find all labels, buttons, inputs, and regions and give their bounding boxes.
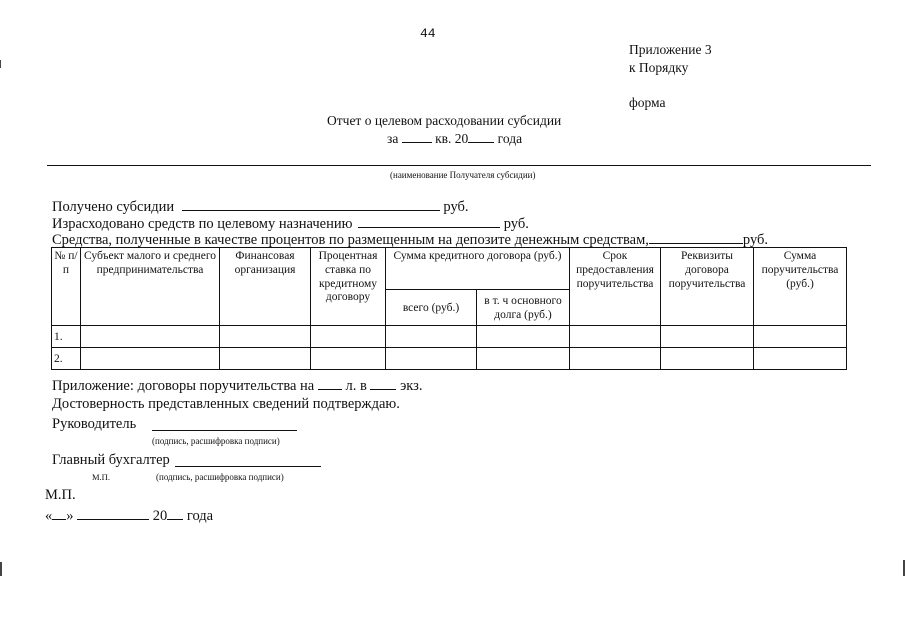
appendix-number: Приложение 3 [629,42,712,57]
row-num: 2. [52,348,81,370]
table-cell [570,326,661,348]
interest-label: Средства, полученные в качестве процентов по размещенным на депозите денежным средствам, [52,232,649,248]
table-cell [477,348,570,370]
received-label: Получено субсидии [52,199,175,215]
scan-edge-mark [0,562,2,576]
copies-blank [370,377,396,390]
month-blank [77,507,149,520]
scan-edge-mark [0,60,1,68]
date-open-quote: « [45,508,53,524]
year-blank [468,130,494,143]
head-caption: (подпись, расшифровка подписи) [152,436,280,446]
form-label: форма [629,95,666,110]
sheets-blank [318,377,342,390]
recipient-caption: (наименование Получателя субсидии) [390,170,536,180]
page-number: 44 [420,26,436,41]
attachment-ekz: экз. [400,378,423,394]
table-cell [661,326,754,348]
table-cell [220,348,311,370]
table-cell [220,326,311,348]
header-fin-org: Финансовая организация [220,248,311,326]
spent-label: Израсходовано средств по целевому назначению [52,216,353,232]
header-credit-sum: Сумма кредитного договора (руб.) [386,248,570,290]
quarter-blank [402,130,432,143]
header-subject: Субъект малого и среднего предпринимательства [81,248,220,326]
confirm-text: Достоверность представленных сведений подтверждаю. [52,396,400,412]
accountant-caption: (подпись, расшифровка подписи) [156,472,284,482]
header-principal: в т. ч основного долга (руб.) [477,290,570,326]
table-cell [386,326,477,348]
row-num: 1. [52,326,81,348]
head-signature-line [152,430,297,431]
table-row [52,348,847,370]
spent-currency: руб. [503,216,529,232]
accountant-label: Главный бухгалтер [52,452,170,468]
table-cell [754,326,847,348]
table-cell [661,348,754,370]
date-goda: года [186,508,214,524]
period-za: за [387,131,399,146]
header-num: № п/п [52,248,81,326]
interest-blank [649,231,743,244]
attachment-line [52,377,423,395]
header-guarantee-sum: Сумма поручительства (руб.) [754,248,847,326]
recipient-line [47,165,871,166]
attachment-l: л. в [345,378,367,394]
header-rate: Процентная ставка по кредитному договору [311,248,386,326]
table-cell [81,326,220,348]
header-term: Срок предоставления поручительства [570,248,661,326]
head-label: Руководитель [52,416,137,432]
interest-currency: руб. [742,232,769,248]
attachment-label: Приложение: договоры поручительства на [52,378,315,394]
received-field [52,198,469,216]
table-cell [754,348,847,370]
table-cell [311,348,386,370]
accountant-mp: М.П. [92,472,110,482]
table-cell [311,326,386,348]
date-line [45,507,213,525]
table-cell [570,348,661,370]
appendix-reference: к Порядку [629,60,689,75]
date-year-blank [167,507,183,520]
table-cell [477,326,570,348]
period-goda: года [497,131,523,146]
report-period [387,130,522,147]
stamp-mp: М.П. [45,487,76,503]
date-close-quote: » [66,508,74,524]
received-currency: руб. [443,199,469,215]
report-title: Отчет о целевом расходовании субсидии [327,113,562,128]
table-cell [81,348,220,370]
spent-blank [358,215,500,228]
report-table [51,247,847,370]
accountant-signature-line [175,466,321,467]
received-blank [182,198,440,211]
header-details: Реквизиты договора поручительства [661,248,754,326]
date-year: 20 [152,508,168,524]
table-cell [386,348,477,370]
table-row [52,326,847,348]
day-blank [52,507,66,520]
period-kv: кв. 20 [435,131,469,146]
header-total: всего (руб.) [386,290,477,326]
